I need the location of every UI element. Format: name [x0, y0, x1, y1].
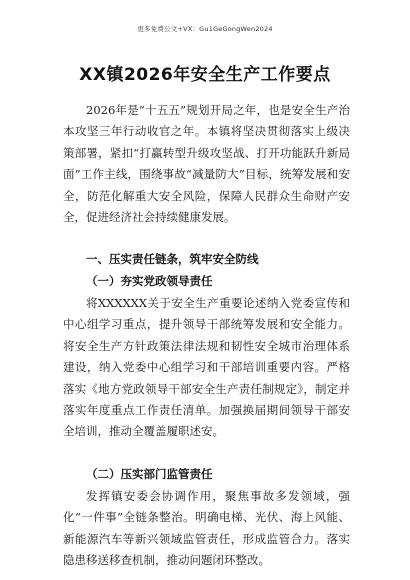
header-note: 更多免费公文+VX：Gu1GeGongWen2024: [137, 25, 273, 33]
subsection-2-paragraph: 发挥镇安委会协调作用，聚焦事故多发领域，强化“一件事”全链条整治。明确电梯、光伏、海上风能、新能源汽车等新兴领域监管责任，形成监管合力。落实隐患移送移查机制，推动问题闭环整改。: [63, 489, 350, 568]
document-title: XX镇2026年安全生产工作要点: [79, 65, 331, 85]
section-heading-1: 一、压实责任链条，筑牢安全防线: [86, 252, 259, 266]
subsection-heading-1: （一）夯实党政领导责任: [86, 274, 213, 288]
intro-paragraph: 2026年是“十五五”规划开局之年，也是安全生产治本攻坚三年行动收官之年。本镇将坚决贯彻落实上级决策部署，紧扣“打赢转型升级攻坚战、打开功能跃升新局面”工作主线，围绕事故“减量防大”目标，统筹发展和安全，防范化解重大安全风险，保障人民群众生命财产安全，促进经济社会持续健康发展。: [63, 103, 350, 225]
subsection-1-paragraph: 将XXXXXX关于安全生产重要论述纳入党委宣传和中心组学习重点，提升领导干部统筹发展和安全能力。将安全生产方针政策法律法规和韧性安全城市治理体系建设，纳入党委中心组学习和干部培训重要内容。严格落实《地方党政领导干部安全生产责任制规定》，制定并落实年度重点工作责任清单。加强换届期间领导干部安全培训，推动全覆盖履职述安。: [63, 296, 350, 439]
subsection-heading-2: （二）压实部门监管责任: [86, 467, 213, 481]
